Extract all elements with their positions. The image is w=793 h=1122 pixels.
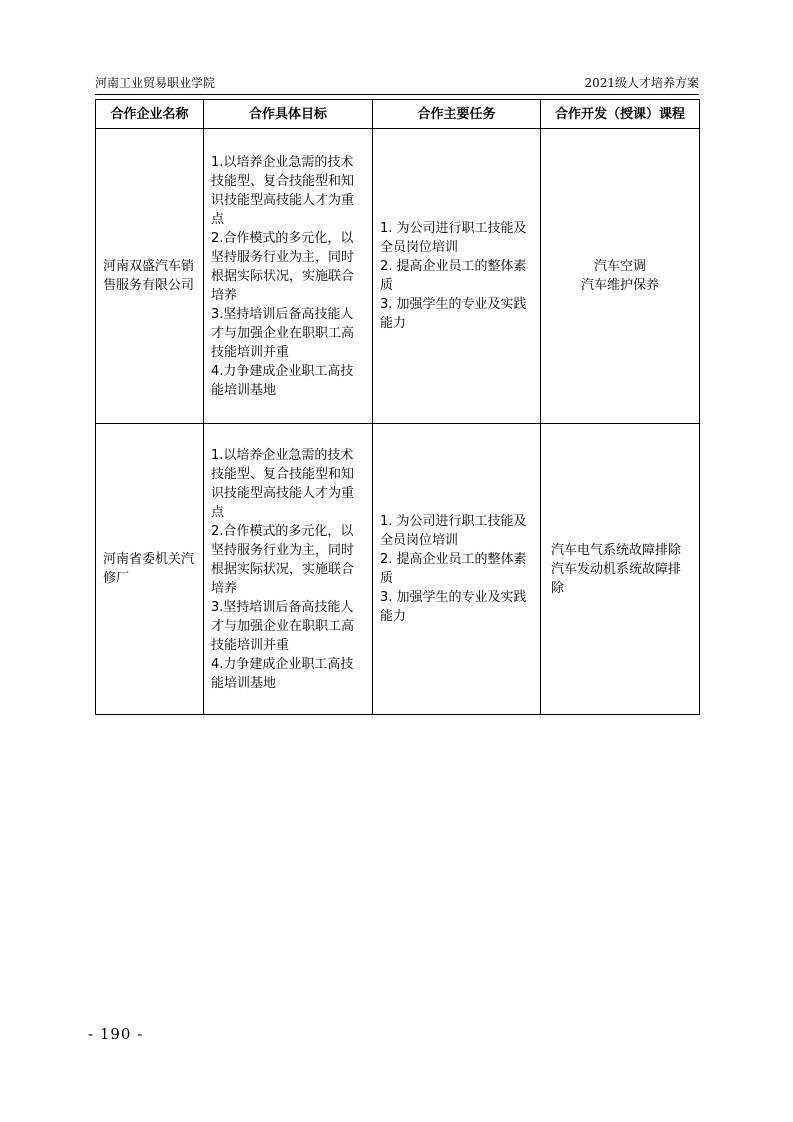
goal-item: 4.力争建成企业职工高技能培训基地 <box>211 656 354 691</box>
course-item: 汽车维护保养 <box>580 278 659 293</box>
course-item: 汽车电气系统故障排除 <box>551 542 682 558</box>
column-header-goals: 合作具体目标 <box>204 100 373 129</box>
goal-item: 4.力争建成企业职工高技能培训基地 <box>211 363 354 398</box>
courses-cell <box>541 129 700 424</box>
table-row <box>96 424 700 715</box>
task-item: 2. 提高企业员工的整体素质 <box>380 259 527 293</box>
task-item: 3. 加强学生的专业及实践能力 <box>380 297 527 331</box>
table-header-row <box>96 100 700 129</box>
goal-item: 2.合作模式的多元化，以坚持服务行业为主，同时根据实际状况，实施联合培养 <box>211 523 355 596</box>
task-item: 2. 提高企业员工的整体素质 <box>380 552 527 586</box>
tasks-cell <box>373 424 541 715</box>
goals-cell <box>204 424 373 715</box>
goal-item: 3.坚持培训后备高技能人才与加强企业在职职工高技能培训并重 <box>211 599 355 653</box>
company-name-cell: 河南双盛汽车销售服务有限公司 <box>96 129 204 424</box>
course-item: 汽车空调 <box>593 259 646 274</box>
courses-cell <box>541 424 700 715</box>
task-item: 1. 为公司进行职工技能及全员岗位培训 <box>380 514 527 548</box>
column-header-tasks: 合作主要任务 <box>373 100 541 129</box>
page-number: - 190 - <box>88 1025 144 1043</box>
tasks-cell <box>373 129 541 424</box>
header-document-title: 2021级人才培养方案 <box>584 76 699 90</box>
goal-item: 1.以培养企业急需的技术技能型、复合技能型和知识技能型高技能人才为重点 <box>211 447 355 520</box>
header-rule <box>95 94 699 95</box>
table-row <box>96 129 700 424</box>
page-header <box>95 76 699 93</box>
column-header-courses: 合作开发（授课）课程 <box>541 100 700 129</box>
column-header-company: 合作企业名称 <box>96 100 204 129</box>
task-item: 1. 为公司进行职工技能及全员岗位培训 <box>380 221 527 255</box>
company-name-cell: 河南省委机关汽修厂 <box>96 424 204 715</box>
goal-item: 1.以培养企业急需的技术技能型、复合技能型和知识技能型高技能人才为重点 <box>211 154 355 227</box>
goal-item: 3.坚持培训后备高技能人才与加强企业在职职工高技能培训并重 <box>211 306 355 360</box>
header-institution: 河南工业贸易职业学院 <box>95 76 216 90</box>
goals-cell <box>204 129 373 424</box>
cooperation-table <box>95 99 700 715</box>
goal-item: 2.合作模式的多元化，以坚持服务行业为主，同时根据实际状况，实施联合培养 <box>211 230 355 303</box>
course-item: 汽车发动机系统故障排除 <box>551 561 682 596</box>
task-item: 3. 加强学生的专业及实践能力 <box>380 590 527 624</box>
